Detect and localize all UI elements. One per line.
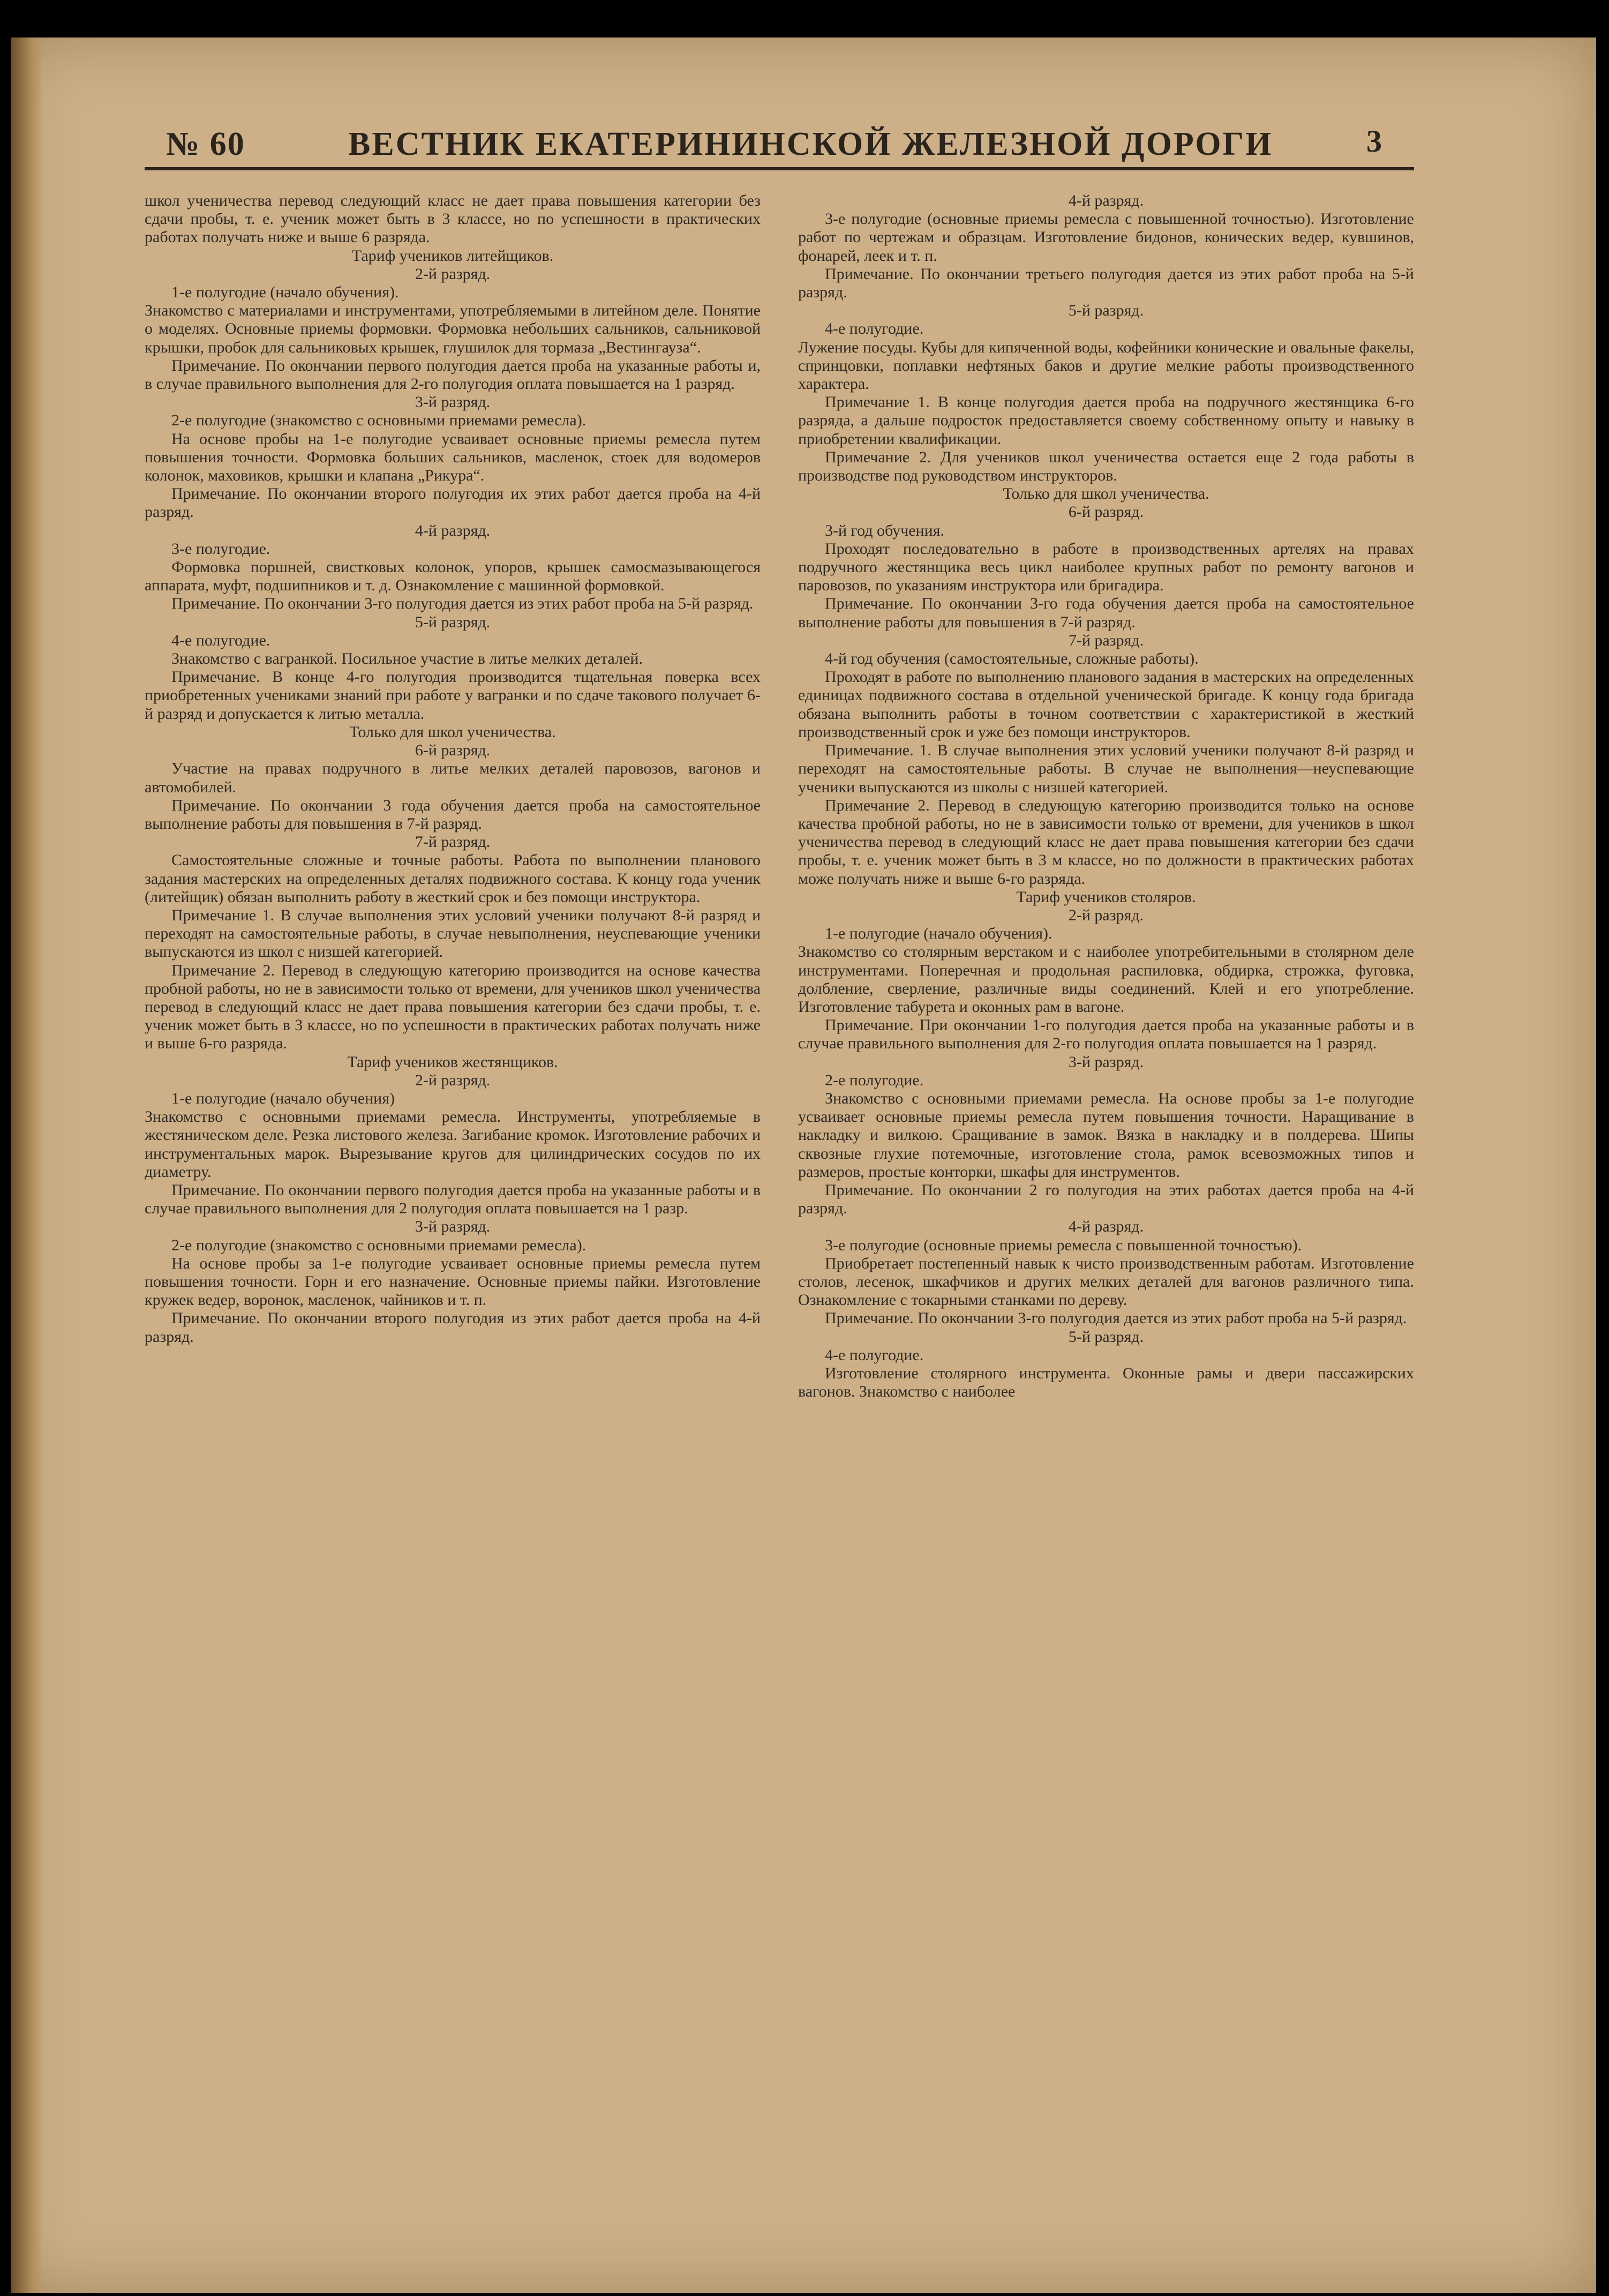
section-heading: Тариф учеников жестянщиков.	[347, 1053, 558, 1071]
paragraph: 3-й год обучения.	[825, 521, 944, 539]
issue-number: № 60	[166, 126, 245, 162]
rank-heading: 7-й разряд.	[1068, 631, 1144, 649]
paragraph: На основе пробы на 1-е полугодие усваивает основные приемы ремесла путем повышения точности. Формовка больших сальников, масленок, стоек для водомеров колонок, маховиков, крышки и клапана „Рикура“.	[145, 430, 761, 485]
note: Примечание. По окончании 3 года обучения дается проба на самостоятельное выполнение работы для повышения в 7-й разряд.	[145, 796, 761, 832]
note: Примечание. По окончании первого полугодия дается проба на указанные работы и, в случае правильного выполнения для 2-го полугодия оплата повышается на 1 разряд.	[145, 356, 761, 393]
rank-heading: 5-й разряд.	[1068, 1327, 1144, 1346]
section-heading: Тариф учеников литейщиков.	[351, 246, 554, 265]
rank-heading: 3-й разряд.	[415, 1218, 491, 1236]
note: Примечание 1. В случае выполнения этих условий ученики получают 8-й разряд и переходят на самостоятельные работы, в случае невыполнения, неуспевающие ученики выпускаются из школ с низшей категорией.	[145, 906, 761, 961]
rank-heading: 4-й разряд.	[1068, 192, 1144, 209]
binding-edge	[11, 37, 43, 2293]
paragraph: Проходят в работе по выполнению планового задания в мастерских на определенных единицах подвижного состава в отдельной ученической бригаде. К концу года бригада обязана выполнить работы в точном соответствии с характеристикой в жесткий производственный срок и уже без помощи инструкторов.	[798, 668, 1414, 741]
paragraph: Знакомство с вагранкой. Посильное участие в литье мелких деталей.	[171, 650, 643, 668]
note: Примечание 1. В конце полугодия дается проба на подручного жестянщика 6-го разряда, а дальше подросток предоставляется своему собственному опыту и навыку в приобретении квалификации.	[798, 393, 1414, 448]
paragraph: Знакомство с основными приемами ремесла. На основе пробы за 1-е полугодие усваивает основные приемы ремесла путем повышения точности. Наращивание в накладку и вилкою. Сращивание в замок. Вязка в накладку и в полдерева. Шипы сквозные глухие потемочные, изготовление стола, рамок всевозможных типов и размеров, простые конторки, шкафы для инструментов.	[798, 1089, 1414, 1181]
paragraph: 1-е полугодие (начало обучения)	[171, 1089, 395, 1107]
note: Примечание. В конце 4-го полугодия производится тщательная поверка всех приобретенных учениками знаний при работе у вагранки и по сдаче такового получает 6-й разряд и допускается к литью металла.	[145, 668, 761, 723]
rank-heading: 7-й разряд.	[415, 833, 491, 851]
note: Примечание. По окончании 3-го полугодия дается из этих работ проба на 5-й разряд.	[825, 1309, 1407, 1327]
paragraph: 1-е полугодие (начало обучения).	[825, 925, 1052, 943]
page-header	[155, 123, 1403, 171]
rank-heading: 2-й разряд.	[1068, 906, 1144, 924]
rank-heading: 5-й разряд.	[415, 613, 491, 631]
rank-heading: 3-й разряд.	[1068, 1053, 1144, 1071]
left-column	[145, 192, 761, 1346]
paragraph: Самостоятельные сложные и точные работы. Работа по выполнении планового задания мастерских на определенных деталях подвижного состава. К концу года ученик (литейщик) обязан выполнить работу в жесткий срок и без помощи инструктора.	[145, 851, 761, 906]
page-number: 3	[1366, 124, 1382, 159]
rank-heading: 4-й разряд.	[415, 521, 491, 539]
rank-heading: 2-й разряд.	[415, 265, 491, 283]
section-heading: Тариф учеников столяров.	[1016, 888, 1196, 906]
paragraph: Лужение посуды. Кубы для кипяченной воды, кофейники конические и овальные факелы, спринцовки, поплавки нефтяных баков и другие мелкие работы производственного характера.	[798, 338, 1414, 393]
paragraph: На основе пробы за 1-е полугодие усваивает основные приемы ремесла путем повышения точности. Горн и его назначение. Основные приемы пайки. Изготовление кружек ведер, воронок, масленок, чайников и т. п.	[145, 1254, 761, 1309]
right-column	[798, 192, 1414, 1401]
note: Примечание 2. Для учеников школ ученичества остается еще 2 года работы в производстве под руководством инструкторов.	[798, 448, 1414, 485]
section-heading: Только для школ ученичества.	[1003, 485, 1209, 503]
note: Примечание. По окончании 3-го года обучения дается проба на самостоятельное выполнение работы для повышения в 7-й разряд.	[798, 595, 1414, 631]
note: Примечание. По окончании третьего полугодия дается из этих работ проба на 5-й разряд.	[798, 265, 1414, 302]
paragraph: Формовка поршней, свистковых колонок, упоров, крышек самосмазывающегося аппарата, муфт, подшипников и т. д. Ознакомление с машинной формовкой.	[145, 558, 761, 595]
note: Примечание. По окончании первого полугодия дается проба на указанные работы и в случае правильного выполнения для 2 полугодия оплата повышается на 1 разр.	[145, 1181, 761, 1218]
note: Примечание. По окончании 3-го полугодия дается из этих работ проба на 5-й разряд.	[171, 595, 754, 613]
paragraph: 4-е полугодие.	[825, 1346, 924, 1364]
rank-heading: 6-й разряд.	[415, 741, 491, 760]
rank-heading: 6-й разряд.	[1068, 503, 1144, 521]
paragraph: 2-е полугодие.	[825, 1071, 924, 1089]
section-heading: Только для школ ученичества.	[349, 723, 556, 741]
paragraph: Проходят последовательно в работе в производственных артелях на правах подручного жестянщика весь цикл наиболее крупных работ по ремонту вагонов и паровозов, по указаниям инструктора или бригадира.	[798, 539, 1414, 595]
header-rule	[145, 167, 1414, 170]
note: Примечание. По окончании 2 го полугодия на этих работах дается проба на 4-й разряд.	[798, 1181, 1414, 1218]
paragraph: школ ученичества перевод следующий класс не дает права повышения категории без сдачи пробы, т. е. ученик может быть в 3 классе, но по успешности в практических работах получать ниже и выше 6 разряда.	[145, 192, 761, 246]
rank-heading: 3-й разряд.	[415, 393, 491, 411]
paragraph: Участие на правах подручного в литье мелких деталей паровозов, вагонов и автомобилей.	[145, 760, 761, 796]
journal-title: ВЕСТНИК ЕКАТЕРИНИНСКОЙ ЖЕЛЕЗНОЙ ДОРОГИ	[348, 126, 1273, 162]
paragraph: Знакомство с основными приемами ремесла. Инструменты, употребляемые в жестяническом деле. Резка листового железа. Загибание кромок. Изготовление рабочих и инструментальных марок. Вырезывание кругов для цилиндрических сосудов по их диаметру.	[145, 1108, 761, 1181]
paragraph: 2-е полугодие (знакомство с основными приемами ремесла).	[171, 1236, 587, 1254]
paragraph: Приобретает постепенный навык к чисто производственным работам. Изготовление столов, лесенок, шкафчиков и других мелких деталей для вагонов различного типа. Ознакомление с токарными станками по дереву.	[798, 1254, 1414, 1309]
paragraph: 3-е полугодие (основные приемы ремесла с повышенной точностью). Изготовление работ по чертежам и образцам. Изготовление бидонов, конических ведер, кувшинов, фонарей, леек и т. п.	[798, 210, 1414, 265]
rank-heading: 2-й разряд.	[415, 1071, 491, 1089]
note: Примечание. 1. В случае выполнения этих условий ученики получают 8-й разряд и переходят на самостоятельные работы. В случае не выполнения—неуспевающие ученики выпускаются из школы с низшей категорией.	[798, 741, 1414, 796]
note: Примечание 2. Перевод в следующую категорию производится на основе качества пробной работы, но не в зависимости только от времени, для учеников школ ученичества перевод в следующий класс не дает права повышения категории без сдачи пробы, т. е. ученик может быть в 3 классе, но по успешности в практических работах получать ниже и выше 6-го разряда.	[145, 961, 761, 1053]
paragraph: 4-е полугодие.	[825, 320, 924, 338]
rank-heading: 5-й разряд.	[1068, 302, 1144, 320]
rank-heading: 4-й разряд.	[1068, 1218, 1144, 1236]
paragraph: 2-е полугодие (знакомство с основными приемами ремесла).	[171, 411, 587, 430]
paragraph: 4-й год обучения (самостоятельные, сложные работы).	[825, 650, 1199, 668]
paragraph: Знакомство с материалами и инструментами, употребляемыми в литейном деле. Понятие о моделях. Основные приемы формовки. Формовка небольших сальников, сальниковой крышки, пробок для сальниковых крышек, глушилок для тормаза „Вестингауза“.	[145, 302, 761, 356]
note: Примечание 2. Перевод в следующую категорию производится только на основе качества пробной работы, но не в зависимости только от времени, для учеников в школ ученичества перевод в следующий класс не дает права повышения категории без сдачи пробы, т. е. ученик может быть в 3 м классе, но по должности в практических работах може получать ниже и выше 6-го разряда.	[798, 796, 1414, 888]
note: Примечание. По окончании второго полугодия из этих работ дается проба на 4-й разряд.	[145, 1309, 761, 1346]
paragraph: Знакомство со столярным верстаком и с наиболее употребительными в столярном деле инструментами. Поперечная и продольная распиловка, обдирка, строжка, фуговка, долбление, сверление, различные виды соединений. Клей и его употребление. Изготовление табурета и оконных рам в вагоне.	[798, 943, 1414, 1016]
note: Примечание. По окончании второго полугодия их этих работ дается проба на 4-й разряд.	[145, 485, 761, 521]
paragraph: 3-е полугодие (основные приемы ремесла с повышенной точностью).	[825, 1236, 1302, 1254]
paragraph: 1-е полугодие (начало обучения).	[171, 283, 399, 302]
note: Примечание. При окончании 1-го полугодия дается проба на указанные работы и в случае правильного выполнения для 2-го полугодия оплата повышается на 1 разряд.	[798, 1016, 1414, 1053]
paragraph: Изготовление столярного инструмента. Оконные рамы и двери пассажирских вагонов. Знакомство с наиболее	[798, 1364, 1414, 1401]
paragraph: 4-е полугодие.	[171, 631, 270, 649]
paragraph: 3-е полугодие.	[171, 539, 270, 558]
